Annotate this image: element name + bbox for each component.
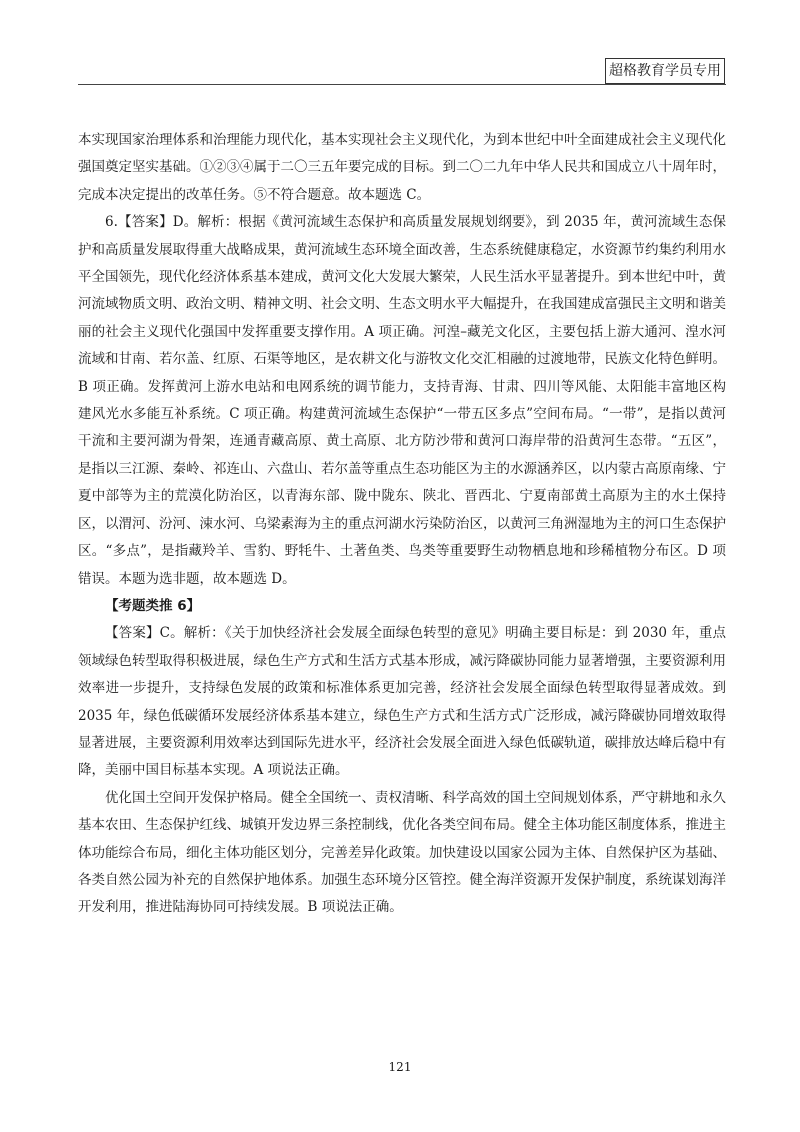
paragraph-continuation: 本实现国家治理体系和治理能力现代化，基本实现社会主义现代化，为到本世纪中叶全面建成社会主义现代化强国奠定坚实基础。①②③④属于二〇三五年要完成的目标。到二〇二九年中华人民共和国成立八十周年时，完成本决定提出的改革任务。⑤不符合题意。故本题选 C。: [78, 132, 726, 203]
paragraph-analogy-answer: 【答案】C。解析：《关于加快经济社会发展全面绿色转型的意见》明确主要目标是：到 2030 年，重点领域绿色转型取得积极进展，绿色生产方式和生活方式基本形成，减污降碳协同能力显著增强，主要资源利用效率进一步提升，支持绿色发展的政策和标准体系更加完善，经济社会发展全面绿色转型取得显著成效。到 2035 年，绿色低碳循环发展经济体系基本建立，绿色生产方式和生活方式广泛形成，减污降碳协同增效取得显著进展，主要资源利用效率达到国际先进水平，经济社会发展全面进入绿色低碳轨道，碳排放达峰后稳中有降，美丽中国目标基本实现。A 项说法正确。: [78, 625, 726, 779]
paragraph-answer-6: 6.【答案】D。解析：根据《黄河流域生态保护和高质量发展规划纲要》，到 2035 年，黄河流域生态保护和高质量发展取得重大战略成果，黄河流域生态环境全面改善，生态系统健康稳定，水资源节约集约利用水平全国领先，现代化经济体系基本建成，黄河文化大发展大繁荣，人民生活水平显著提升。到本世纪中叶，黄河流域物质文明、政治文明、精神文明、社会文明、生态文明水平大幅提升，在我国建成富强民主文明和谐美丽的社会主义现代化强国中发挥重要支撑作用。A 项正确。河湟–藏羌文化区，主要包括上游大通河、湟水河流域和甘南、若尔盖、红原、石渠等地区，是农耕文化与游牧文化交汇相融的过渡地带，民族文化特色鲜明。B 项正确。发挥黄河上游水电站和电网系统的调节能力，支持青海、甘肃、四川等风能、太阳能丰富地区构建风光水多能互补系统。C 项正确。构建黄河流域生态保护“一带五区多点”空间布局。“一带”，是指以黄河干流和主要河湖为骨架，连通青藏高原、黄土高原、北方防沙带和黄河口海岸带的沿黄河生态带。“五区”，是指以三江源、秦岭、祁连山、六盘山、若尔盖等重点生态功能区为主的水源涵养区，以内蒙古高原南缘、宁夏中部等为主的荒漠化防治区，以青海东部、陇中陇东、陕北、晋西北、宁夏南部黄土高原为主的水土保持区，以渭河、汾河、涑水河、乌梁素海为主的重点河湖水污染防治区，以黄河三角洲湿地为主的河口生态保护区。“多点”，是指藏羚羊、雪豹、野牦牛、土著鱼类、鸟类等重要野生动物栖息地和珍稀植物分布区。D 项错误。本题为选非题，故本题选 D。: [78, 214, 726, 587]
header-rule: [78, 84, 726, 85]
paragraph-option-b: 优化国土空间开发保护格局。健全全国统一、责权清晰、科学高效的国土空间规划体系，严守耕地和永久基本农田、生态保护红线、城镇开发边界三条控制线，优化各类空间布局。健全主体功能区制度体系，推进主体功能综合布局，细化主体功能区划分，完善差异化政策。加快建设以国家公园为主体、自然保护区为基础、各类自然公园为补充的自然保护地体系。加强生态环境分区管控。健全海洋资源开发保护制度，系统谋划海洋开发利用，推进陆海协同可持续发展。B 项说法正确。: [78, 789, 726, 916]
page-number: 121: [388, 1060, 412, 1074]
section-title: 【考题类推 6】: [105, 597, 201, 614]
page-body: [78, 127, 726, 922]
header-tag: 超格教育学员专用: [605, 58, 725, 84]
